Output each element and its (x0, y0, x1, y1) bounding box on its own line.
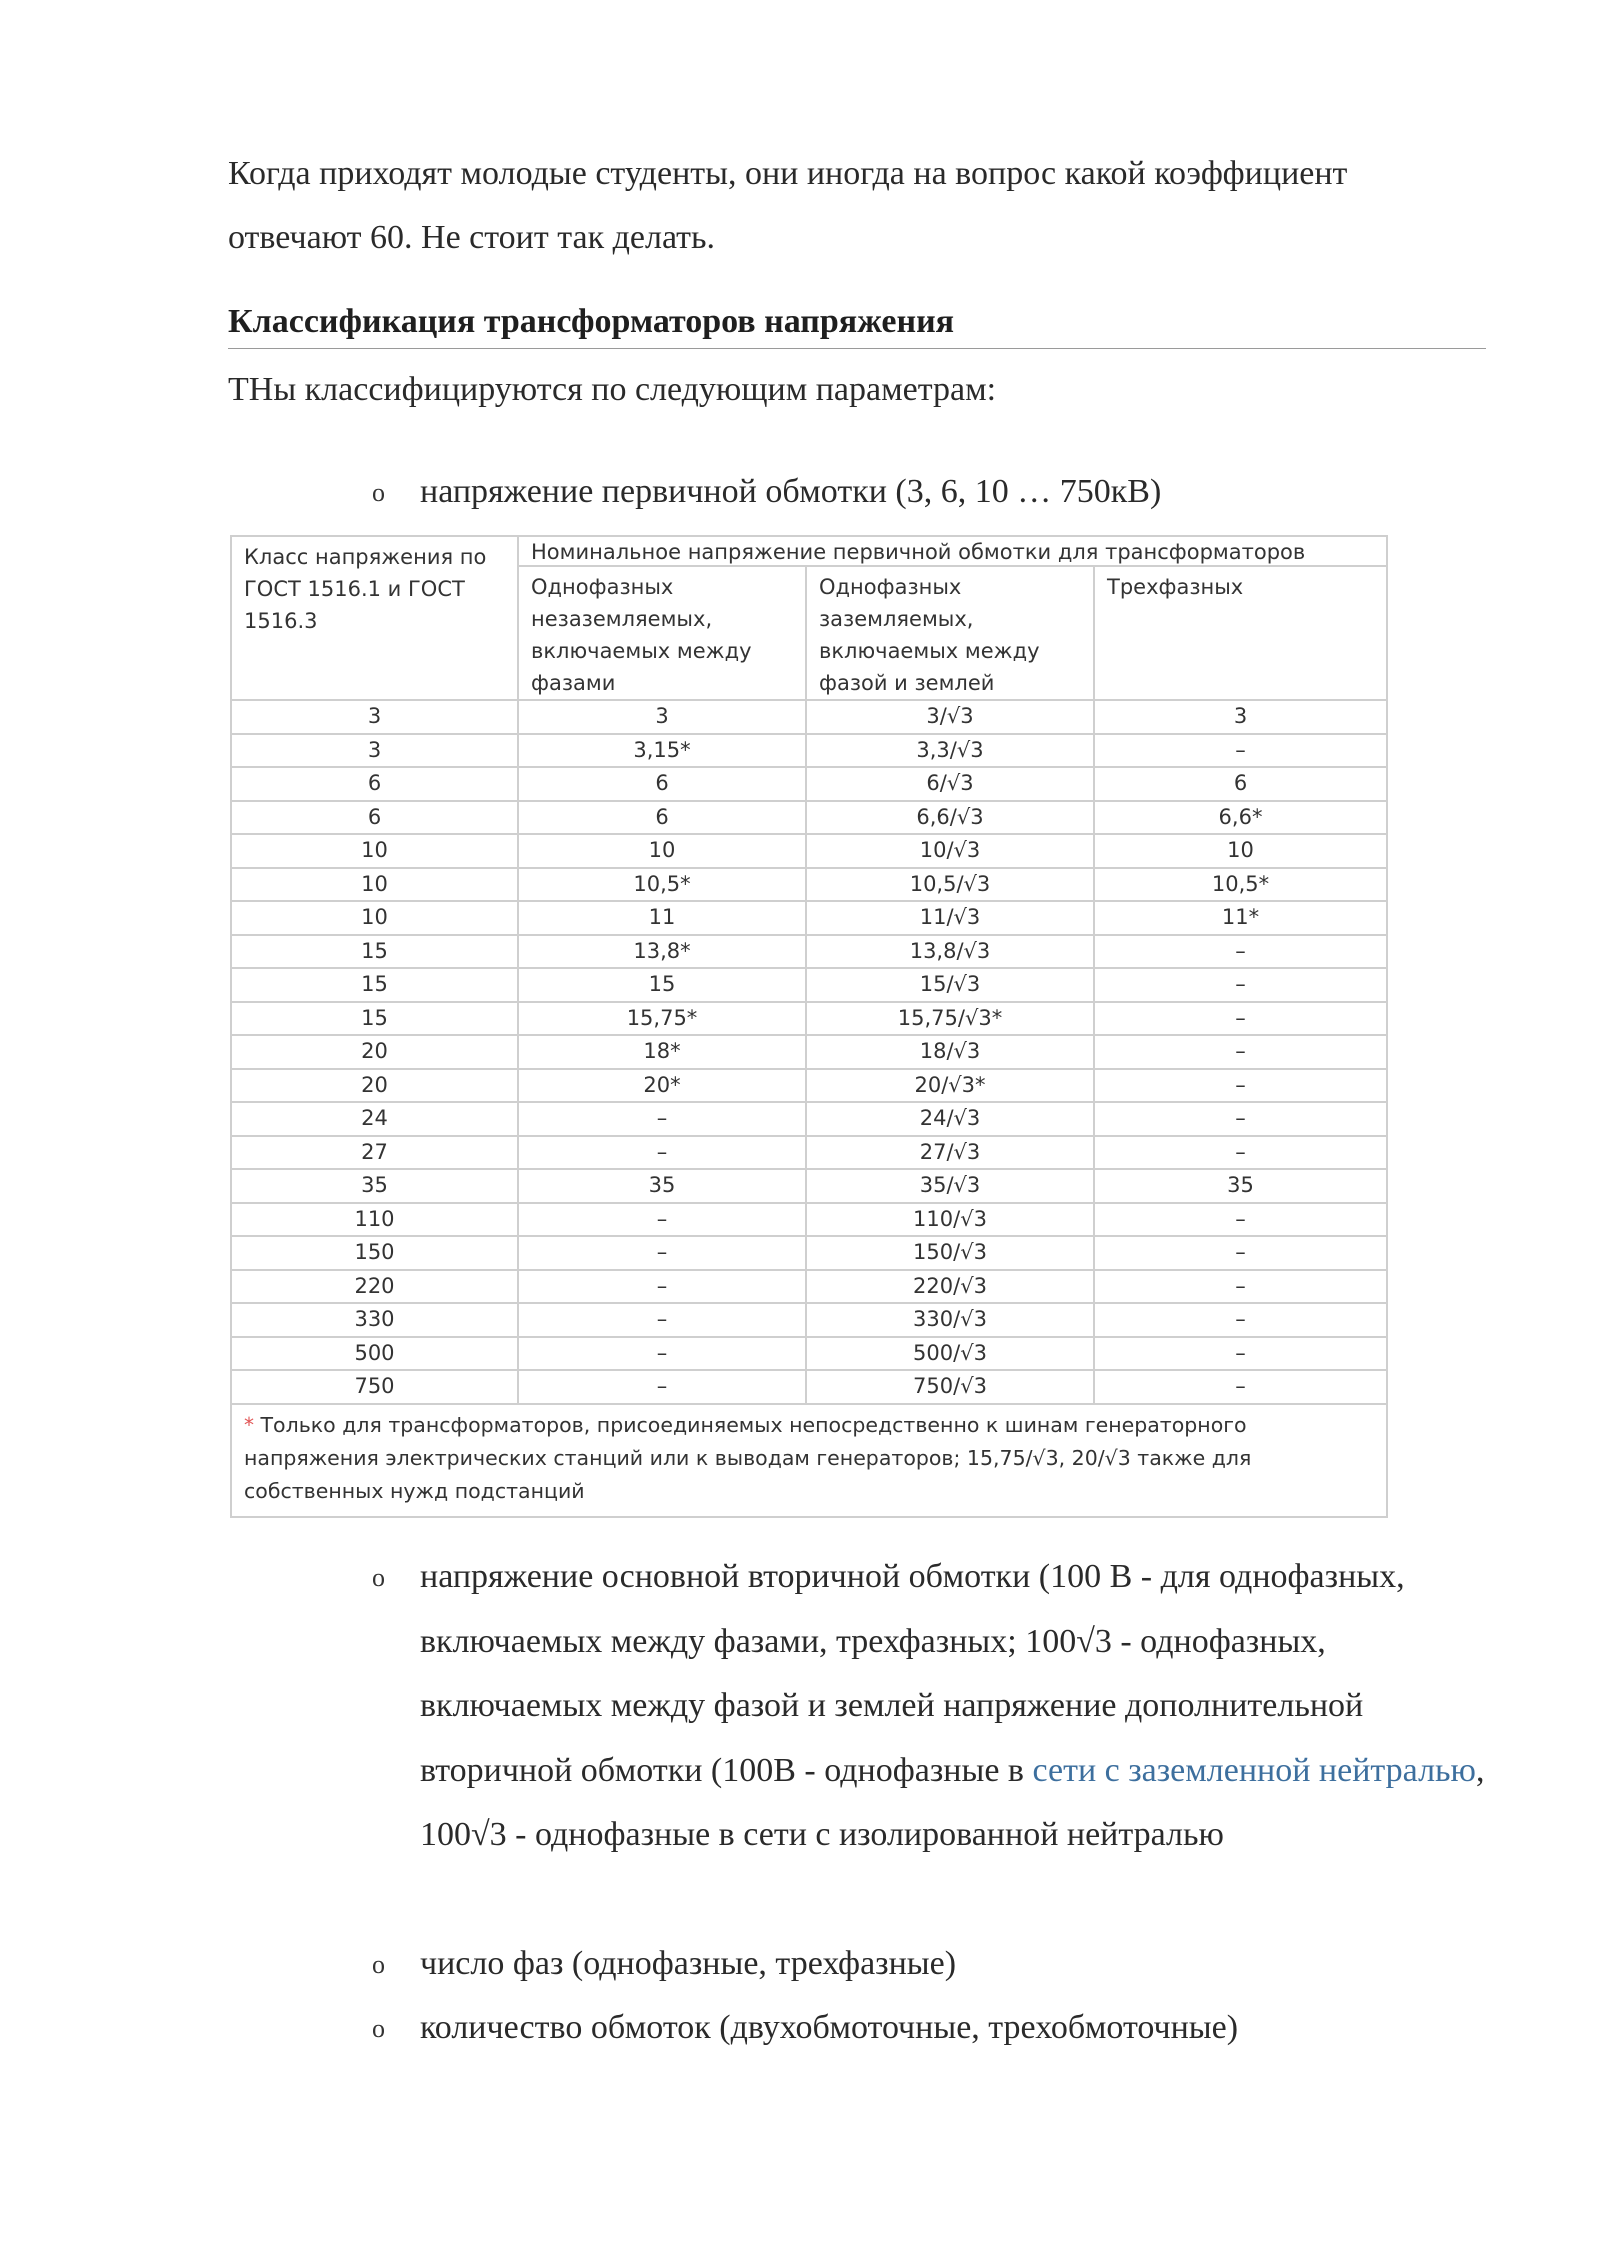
table-cell: 330 (231, 1303, 518, 1337)
header-group-nominal-voltage: Номинальное напряжение первичной обмотки для трансформаторов (518, 536, 1387, 566)
table-row (231, 1069, 1387, 1103)
table-cell: 220 (231, 1270, 518, 1304)
table-cell: 35 (231, 1169, 518, 1203)
table-row (231, 767, 1387, 801)
table-cell: – (518, 1303, 806, 1337)
table-cell: 18/√3 (806, 1035, 1094, 1069)
table-cell: 15 (231, 935, 518, 969)
table-cell: 330/√3 (806, 1303, 1094, 1337)
table-cell: 13,8* (518, 935, 806, 969)
header-single-phase-grounded: Однофазных заземляемых, включаемых между фазой и землей (806, 566, 1094, 700)
header-three-phase: Трехфазных (1094, 566, 1387, 700)
table-cell: 6/√3 (806, 767, 1094, 801)
table-cell: – (1094, 1035, 1387, 1069)
table-row (231, 1303, 1387, 1337)
table-cell: 3 (231, 734, 518, 768)
table-row (231, 901, 1387, 935)
table-cell: 10 (1094, 834, 1387, 868)
table-row (231, 1035, 1387, 1069)
table-row (231, 868, 1387, 902)
table-row (231, 935, 1387, 969)
table-cell: 15 (231, 1002, 518, 1036)
bullet-marker-3: o (372, 1950, 385, 1979)
table-cell: 6 (1094, 767, 1387, 801)
table-cell: 20 (231, 1035, 518, 1069)
table-row (231, 1169, 1387, 1203)
table-cell: 3 (231, 700, 518, 734)
table-cell: – (518, 1136, 806, 1170)
section-heading: Классификация трансформаторов напряжения (228, 296, 1486, 349)
table-row (231, 1236, 1387, 1270)
table-cell: 13,8/√3 (806, 935, 1094, 969)
table-cell: 10/√3 (806, 834, 1094, 868)
bullet-marker-4: o (372, 2014, 385, 2043)
footnote-asterisk: * (244, 1412, 254, 1437)
table-cell: 15,75* (518, 1002, 806, 1036)
table-cell: – (1094, 1102, 1387, 1136)
table-row (231, 801, 1387, 835)
table-cell: 35/√3 (806, 1169, 1094, 1203)
table-cell: 27 (231, 1136, 518, 1170)
table-cell: – (1094, 1136, 1387, 1170)
table-cell: 6 (518, 767, 806, 801)
lead-paragraph: ТНы классифицируются по следующим параметрам: (228, 371, 997, 408)
bullet-secondary-voltage (420, 1545, 1500, 1868)
table-cell: 20* (518, 1069, 806, 1103)
table-cell: 11 (518, 901, 806, 935)
table-cell: 11* (1094, 901, 1387, 935)
intro-line-1: Когда приходят молодые студенты, они иногда на вопрос какой коэффициент (228, 155, 1348, 192)
table-cell: 6,6/√3 (806, 801, 1094, 835)
table-row (231, 1136, 1387, 1170)
table-cell: – (1094, 1236, 1387, 1270)
table-cell: 10,5* (1094, 868, 1387, 902)
table-cell: 10,5* (518, 868, 806, 902)
table-cell: 15/√3 (806, 968, 1094, 1002)
table-cell: 500/√3 (806, 1337, 1094, 1371)
table-cell: 750 (231, 1370, 518, 1404)
table-row (231, 1270, 1387, 1304)
table-row (231, 834, 1387, 868)
bullet-primary-voltage: напряжение первичной обмотки (3, 6, 10 … 750кВ) (420, 473, 1162, 510)
table-row (231, 1337, 1387, 1371)
table-cell: 3,3/√3 (806, 734, 1094, 768)
table-cell: 6 (231, 767, 518, 801)
table-cell: 27/√3 (806, 1136, 1094, 1170)
table-cell: – (1094, 1370, 1387, 1404)
table-row (231, 700, 1387, 734)
table-cell: 10,5/√3 (806, 868, 1094, 902)
voltage-class-table (230, 535, 1386, 1518)
table-cell: 24 (231, 1102, 518, 1136)
table-cell: 3/√3 (806, 700, 1094, 734)
table-cell: 150 (231, 1236, 518, 1270)
table-cell: 20/√3* (806, 1069, 1094, 1103)
bullet-phase-count: число фаз (однофазные, трехфазные) (420, 1945, 957, 1982)
table-cell: 10 (231, 868, 518, 902)
table-row (231, 1102, 1387, 1136)
table-rows (231, 700, 1387, 1404)
table-row (231, 734, 1387, 768)
table-footnote (231, 1404, 1387, 1517)
bullet-winding-count: количество обмоток (двухобмоточные, трехобмоточные) (420, 2009, 1239, 2046)
table-row (231, 968, 1387, 1002)
table-cell: 110 (231, 1203, 518, 1237)
table-cell: 35 (518, 1169, 806, 1203)
table-cell: 6,6* (1094, 801, 1387, 835)
table-cell: – (518, 1270, 806, 1304)
table-cell: 10 (518, 834, 806, 868)
table-cell: – (1094, 1069, 1387, 1103)
table-cell: 15 (231, 968, 518, 1002)
table-cell: – (518, 1337, 806, 1371)
footnote-text: Только для трансформаторов, присоединяемых непосредственно к шинам генераторного напряжения электрических станций или к выводам генераторов; 15,75/√3, 20/√3 также для собственных нужд подстанций (244, 1412, 1252, 1503)
table-row (231, 1002, 1387, 1036)
table-cell: – (1094, 734, 1387, 768)
table-cell: 3 (518, 700, 806, 734)
table-cell: 3 (1094, 700, 1387, 734)
table-cell: – (1094, 1303, 1387, 1337)
table-cell: 10 (231, 834, 518, 868)
table-cell: 500 (231, 1337, 518, 1371)
table-cell: 18* (518, 1035, 806, 1069)
bullet-secondary-text-a: напряжение основной вторичной обмотки (100 В - для однофазных, включаемых между фазами, трехфазных; 100√3 - однофазных, включаемых между фазой и землей напряжение дополнительной вторичной обмотки (100В - однофазные в (420, 1558, 1405, 1789)
table-cell: – (1094, 1270, 1387, 1304)
table-cell: – (518, 1236, 806, 1270)
table-cell: 24/√3 (806, 1102, 1094, 1136)
intro-line-2: отвечают 60. Не стоит так делать. (228, 219, 716, 256)
table-cell: 20 (231, 1069, 518, 1103)
header-single-phase-ungrounded: Однофазных незаземляемых, включаемых между фазами (518, 566, 806, 700)
table-cell: – (1094, 1002, 1387, 1036)
table-cell: 10 (231, 901, 518, 935)
table-row (231, 1370, 1387, 1404)
table-cell: 750/√3 (806, 1370, 1094, 1404)
link-grounded-neutral-network[interactable]: сети с заземленной нейтралью (1032, 1751, 1476, 1789)
table-cell: 15,75/√3* (806, 1002, 1094, 1036)
table-cell: – (1094, 968, 1387, 1002)
table-cell: 15 (518, 968, 806, 1002)
bullet-secondary-text-b: , 100√3 - однофазные в сети с изолированной нейтралью (420, 1751, 1485, 1853)
table-cell: – (518, 1370, 806, 1404)
table-cell: – (1094, 1203, 1387, 1237)
table-cell: 6 (518, 801, 806, 835)
table-cell: – (518, 1102, 806, 1136)
table-cell: 11/√3 (806, 901, 1094, 935)
table-cell: – (518, 1203, 806, 1237)
table-cell: 35 (1094, 1169, 1387, 1203)
bullet-marker-1: o (372, 478, 385, 507)
table-cell: 150/√3 (806, 1236, 1094, 1270)
table-cell: – (1094, 935, 1387, 969)
table-cell: 110/√3 (806, 1203, 1094, 1237)
table-cell: – (1094, 1337, 1387, 1371)
table-cell: 6 (231, 801, 518, 835)
table-row (231, 1203, 1387, 1237)
bullet-marker-2: o (372, 1563, 385, 1592)
table-cell: 220/√3 (806, 1270, 1094, 1304)
table-cell: 3,15* (518, 734, 806, 768)
header-voltage-class: Класс напряжения по ГОСТ 1516.1 и ГОСТ 1516.3 (231, 536, 518, 700)
